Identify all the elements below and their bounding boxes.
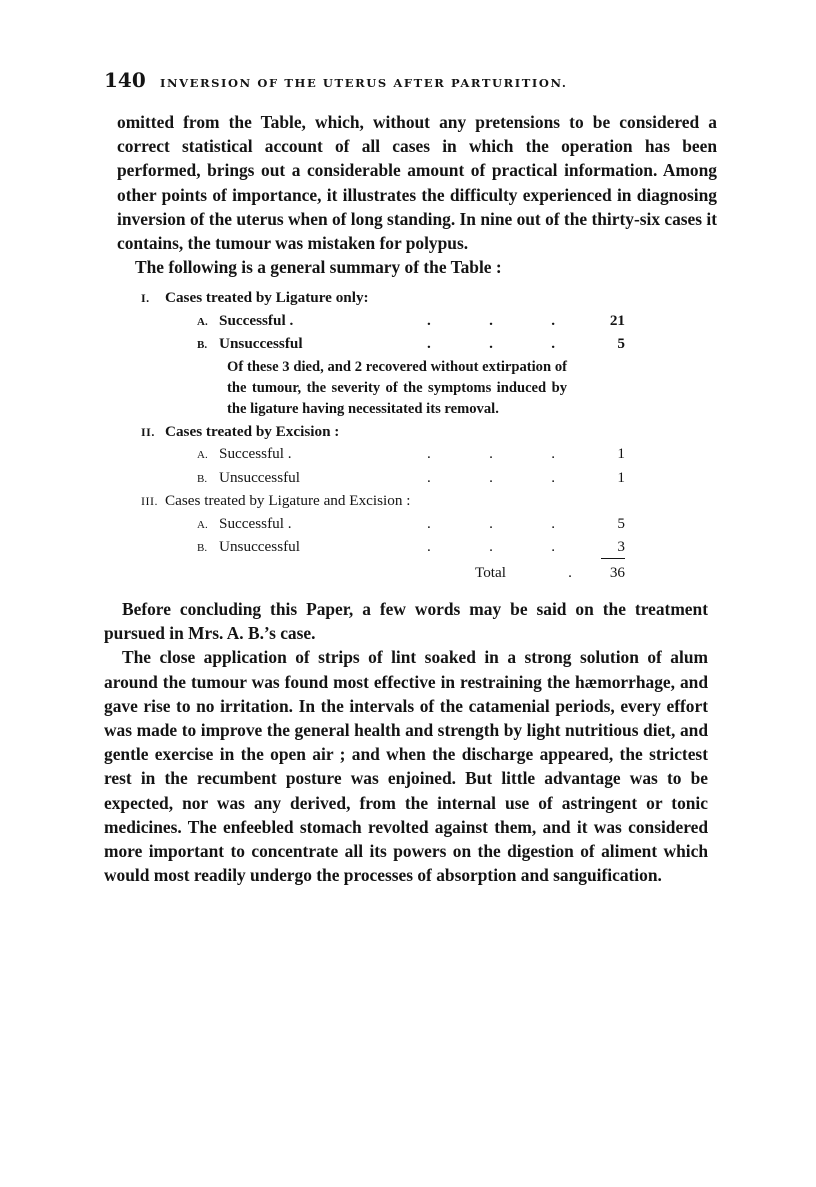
leader-dot: . xyxy=(551,445,555,463)
leader-dot: . xyxy=(489,335,493,353)
row-ligature-excision-successful xyxy=(145,513,625,537)
row-value: 1 xyxy=(617,445,625,463)
row-excision-unsuccessful xyxy=(145,467,625,491)
row-label: Unsuccessful xyxy=(219,538,300,556)
row-value: 21 xyxy=(609,311,625,329)
leader-dot: . xyxy=(489,445,493,463)
row-ligature-successful xyxy=(145,310,625,334)
section-ligature-heading xyxy=(141,287,625,310)
running-head xyxy=(104,68,716,98)
row-value: 5 xyxy=(617,335,625,353)
leader-dot: . xyxy=(427,514,431,532)
leader-dots xyxy=(419,513,585,535)
leader-dot: . xyxy=(427,335,431,353)
leader-dot: . xyxy=(489,514,493,532)
total-value: 36 xyxy=(585,562,625,584)
section-title: Cases treated by Ligature only: xyxy=(165,289,369,307)
row-label: Successful . xyxy=(219,445,292,463)
leader-dots xyxy=(419,536,585,558)
leader-dot: . xyxy=(551,514,555,532)
summary-intro: The following is a general summary of the Table : xyxy=(135,257,502,278)
leader-dot: . xyxy=(489,311,493,329)
running-title: INVERSION OF THE UTERUS AFTER PARTURITION. xyxy=(160,76,568,90)
section-ligature-excision-heading xyxy=(141,490,625,513)
leader-dot: . xyxy=(551,335,555,353)
paragraph-concluding: Before concluding this Paper, a few words may be said on the treatment pursued in Mrs. A. B.’s case. xyxy=(104,599,708,644)
row-label: Unsuccessful xyxy=(219,335,303,353)
section-title: Cases treated by Excision : xyxy=(165,422,340,440)
row-ligature-excision-unsuccessful xyxy=(145,536,625,560)
leader-dots xyxy=(419,333,585,355)
section-numeral: II. xyxy=(141,424,155,439)
row-label: Successful . xyxy=(219,514,292,532)
row-letter: B. xyxy=(197,542,208,555)
row-label: Unsuccessful xyxy=(219,468,300,486)
paragraph-table-omitted: omitted from the Table, which, without any pretensions to be considered a correct statistical account of all cases in which the operation has been performed, brings out a considerable amount of practical information. Among other points of importance, it illustrates the difficulty experienced in diagnosing inversion of the uterus when of long standing. In nine out of the thirty-six cases it contains, the tumour was mistaken for polypus. xyxy=(117,112,718,254)
leader-dot: . xyxy=(427,538,431,556)
leader-dot: . xyxy=(489,538,493,556)
leader-dot: . xyxy=(551,468,555,486)
row-label: Successful . xyxy=(219,311,294,329)
section-numeral: I. xyxy=(141,291,150,306)
total-dot: . xyxy=(568,563,572,581)
section-excision-heading xyxy=(141,421,625,444)
ligature-note: Of these 3 died, and 2 recovered without extirpation of the tumour, the severity of the symptoms induced by the ligature having necessitated its removal. xyxy=(227,358,567,418)
total-label: Total xyxy=(475,563,506,581)
row-letter: A. xyxy=(197,315,208,328)
leader-dot: . xyxy=(489,468,493,486)
leader-dot: . xyxy=(551,311,555,329)
total-row xyxy=(145,562,625,584)
section-numeral: III. xyxy=(141,494,158,509)
leader-dots xyxy=(419,443,585,465)
leader-dot: . xyxy=(427,468,431,486)
row-value: 1 xyxy=(617,468,625,486)
page-number: 140 xyxy=(104,68,146,92)
row-value: 5 xyxy=(617,514,625,532)
summary-table xyxy=(141,287,625,583)
paragraph-treatment: The close application of strips of lint soaked in a strong solution of alum around the tumour was found most effective in restraining the hæmorrhage, and gave rise to no irritation. In the intervals of the catamenial periods, every effort was made to improve the general health and strength by light nutritious diet, and gentle exercise in the open air ; and when the discharge appeared, the strictest rest in the recumbent posture was enjoined. But little advantage was to be expected, nor was any derived, from the internal use of astringent or tonic medicines. The enfeebled stomach revolted against them, and it was considered more important to concentrate all its powers on the digestion of aliment which would most readily undergo the processes of absorption and sanguification. xyxy=(104,647,708,886)
leader-dots xyxy=(419,467,585,489)
leader-dots xyxy=(419,310,585,332)
row-ligature-unsuccessful xyxy=(145,333,625,357)
row-letter: B. xyxy=(197,339,208,352)
row-value: 3 xyxy=(617,538,625,556)
leader-dot: . xyxy=(427,445,431,463)
leader-dot: . xyxy=(427,311,431,329)
row-excision-successful xyxy=(145,443,625,467)
book-page xyxy=(104,68,716,887)
section-title: Cases treated by Ligature and Excision : xyxy=(165,492,411,510)
leader-dot: . xyxy=(551,538,555,556)
row-letter: A. xyxy=(197,518,208,531)
row-letter: A. xyxy=(197,449,208,462)
row-letter: B. xyxy=(197,472,208,485)
